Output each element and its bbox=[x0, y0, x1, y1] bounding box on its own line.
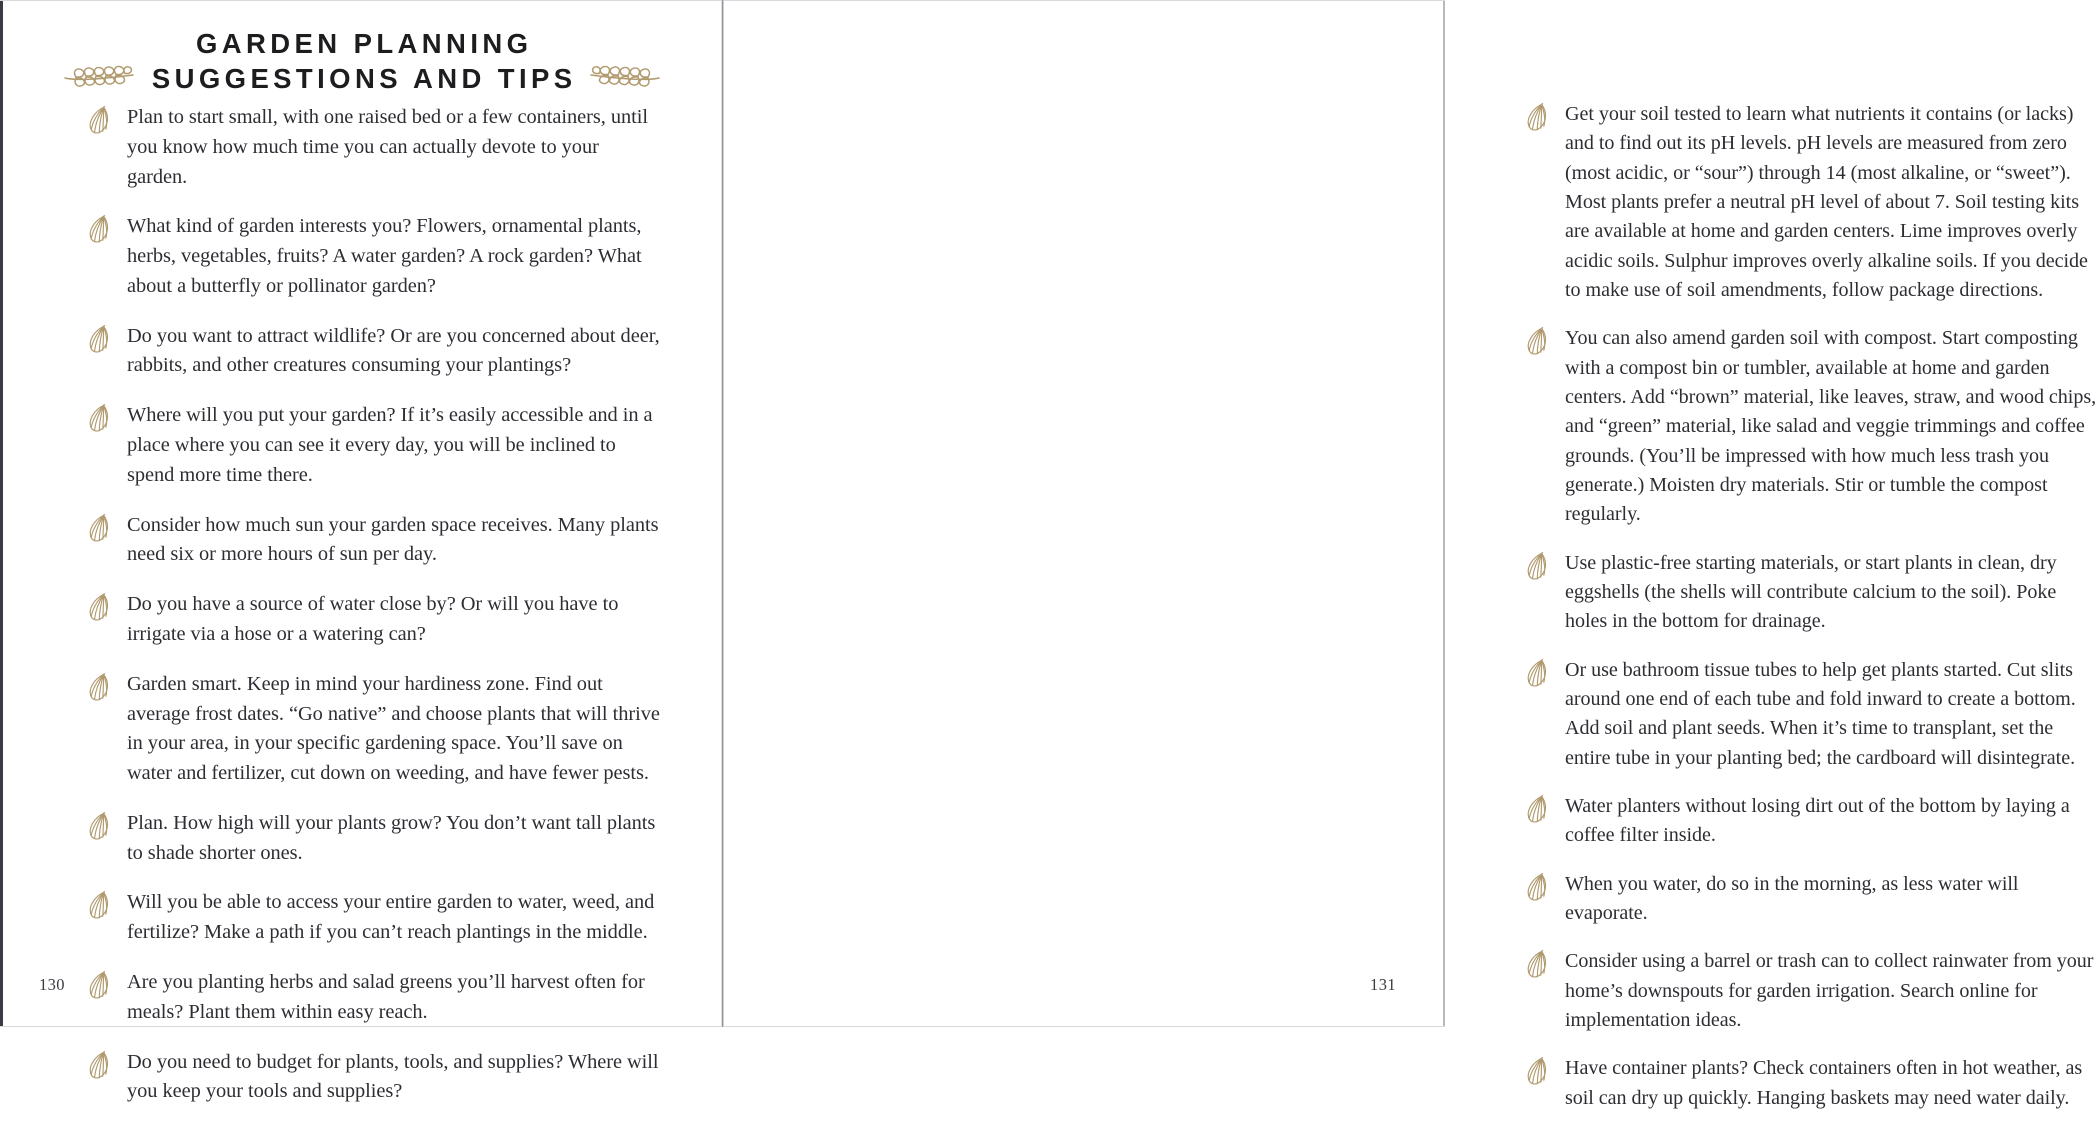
tip-text: Consider how much sun your garden space receives. Many plants need six or more hours of sun per day. bbox=[127, 513, 659, 566]
tip-text: Garden smart. Keep in mind your hardiness zone. Find out average frost dates. “Go native” and choose plants that will thrive in your area, in your specific gardening space. You’ll save on water and fertilizer, cut down on weeding, and have fewer pests. bbox=[127, 672, 660, 785]
tip-text: Water planters without losing dirt out of the bottom by laying a coffee filter inside. bbox=[1565, 794, 2070, 847]
heading-line-1: GARDEN PLANNING bbox=[195, 28, 533, 59]
heading-line-2-row bbox=[3, 63, 721, 95]
right-page bbox=[724, 0, 2097, 1109]
tip-item bbox=[1527, 1054, 2099, 1113]
tip-text: Consider using a barrel or trash can to collect rainwater from your home’s downspouts for garden irrigation. Search online for implementation ideas. bbox=[1565, 950, 2094, 1031]
tip-text: When you water, do so in the morning, as less water will evaporate. bbox=[1565, 872, 2019, 924]
leaf-bullet-icon bbox=[1527, 1057, 1549, 1086]
tip-item bbox=[1527, 324, 2099, 529]
tip-text: Get your soil tested to learn what nutrients it contains (or lacks) and to find out its pH levels. pH levels are measured from zero (most acidic, or “sour”) through 14 (most alkaline, or “sweet”). Most plants prefer a neutral pH level of about 7. Soil testing kits are available at home and garden centers. Lime improves overly acidic soils. Sulphur improves overly alkaline soils. If you decide to make use of soil amendments, follow package directions. bbox=[1565, 103, 2088, 301]
tip-item bbox=[89, 401, 661, 490]
tip-item bbox=[89, 1048, 661, 1108]
tip-text: Do you need to budget for plants, tools, and supplies? Where will you keep your tools and supplies? bbox=[127, 1050, 659, 1103]
tip-item bbox=[1527, 100, 2099, 305]
leaf-bullet-icon bbox=[1527, 659, 1549, 688]
tip-text: Are you planting herbs and salad greens you’ll harvest often for meals? Plant them within easy reach. bbox=[127, 970, 645, 1023]
tip-item bbox=[89, 968, 661, 1028]
leaf-bullet-icon bbox=[89, 891, 111, 920]
tip-text: Do you have a source of water close by? Or will you have to irrigate via a hose or a watering can? bbox=[127, 593, 619, 645]
leaf-bullet-icon bbox=[1527, 552, 1549, 581]
laurel-sprig-ornament-left bbox=[63, 63, 137, 94]
tip-item bbox=[1527, 549, 2099, 637]
leaf-bullet-icon bbox=[89, 971, 111, 1000]
tip-item bbox=[89, 103, 661, 192]
tip-text: Or use bathroom tissue tubes to help get plants started. Cut slits around one end of each tube and fold inward to create a bottom. Add soil and plant seeds. When it’s time to transplant, set the entire tube in your planting bed; the cardboard will disintegrate. bbox=[1565, 658, 2076, 769]
tip-text: Have container plants? Check containers often in hot weather, as soil can dry up quickly. Hanging baskets may need water daily. bbox=[1565, 1057, 2083, 1109]
laurel-sprig-ornament-right bbox=[587, 63, 661, 94]
tip-item bbox=[89, 809, 661, 869]
leaf-bullet-icon bbox=[89, 215, 111, 244]
tips-list-right bbox=[1527, 100, 2099, 1132]
tip-item bbox=[1527, 792, 2099, 851]
tip-item bbox=[1527, 870, 2099, 929]
leaf-bullet-icon bbox=[1527, 873, 1549, 902]
leaf-bullet-icon bbox=[89, 1051, 111, 1080]
leaf-bullet-icon bbox=[89, 673, 111, 702]
leaf-bullet-icon bbox=[1527, 327, 1549, 356]
page-heading bbox=[3, 28, 721, 95]
leaf-bullet-icon bbox=[89, 404, 111, 433]
tip-item bbox=[89, 322, 661, 382]
heading-line-2: SUGGESTIONS AND TIPS bbox=[151, 62, 577, 94]
page-number-left: 130 bbox=[39, 975, 65, 994]
leaf-bullet-icon bbox=[89, 593, 111, 622]
tip-item bbox=[89, 670, 661, 789]
leaf-bullet-icon bbox=[1527, 795, 1549, 824]
tip-item bbox=[89, 511, 661, 571]
tip-text: You can also amend garden soil with compost. Start composting with a compost bin or tumbler, available at home and garden centers. Add “brown” material, like leaves, straw, and wood chips, and “green” material, like salad and veggie trimmings and coffee grounds. (You’ll be impressed with how much less trash you generate.) Moisten dry materials. Stir or tumble the compost regularly. bbox=[1565, 327, 2097, 526]
leaf-bullet-icon bbox=[89, 812, 111, 841]
tip-item bbox=[89, 888, 661, 948]
page-number-right: 131 bbox=[1370, 975, 1396, 994]
leaf-bullet-icon bbox=[89, 325, 111, 354]
tip-item bbox=[89, 590, 661, 650]
tips-list-left bbox=[89, 103, 661, 1107]
tip-item bbox=[1527, 947, 2099, 1035]
page-edge-right bbox=[1443, 0, 1445, 1027]
leaf-bullet-icon bbox=[89, 514, 111, 543]
tip-item bbox=[1527, 656, 2099, 773]
left-page bbox=[3, 0, 721, 1103]
tip-text: Do you want to attract wildlife? Or are you concerned about deer, rabbits, and other creatures consuming your plantings? bbox=[127, 324, 660, 377]
leaf-bullet-icon bbox=[89, 106, 111, 135]
tip-text: Use plastic-free starting materials, or start plants in clean, dry eggshells (the shells will contribute calcium to the soil). Poke holes in the bottom for drainage. bbox=[1565, 551, 2057, 633]
leaf-bullet-icon bbox=[1527, 950, 1549, 979]
tip-item bbox=[89, 212, 661, 301]
tip-text: Will you be able to access your entire garden to water, weed, and fertilize? Make a path if you can’t reach plantings in the middle. bbox=[127, 891, 655, 944]
leaf-bullet-icon bbox=[1527, 103, 1549, 132]
tip-text: What kind of garden interests you? Flowers, ornamental plants, herbs, vegetables, fruits? A water garden? A rock garden? What about a butterfly or pollinator garden? bbox=[127, 215, 642, 297]
tip-text: Plan. How high will your plants grow? You don’t want tall plants to shade shorter ones. bbox=[127, 811, 656, 864]
tip-text: Where will you put your garden? If it’s easily accessible and in a place where you can see it every day, you will be inclined to spend more time there. bbox=[127, 404, 653, 486]
tip-text: Plan to start small, with one raised bed or a few containers, until you know how much time you can actually devote to your garden. bbox=[127, 106, 649, 188]
